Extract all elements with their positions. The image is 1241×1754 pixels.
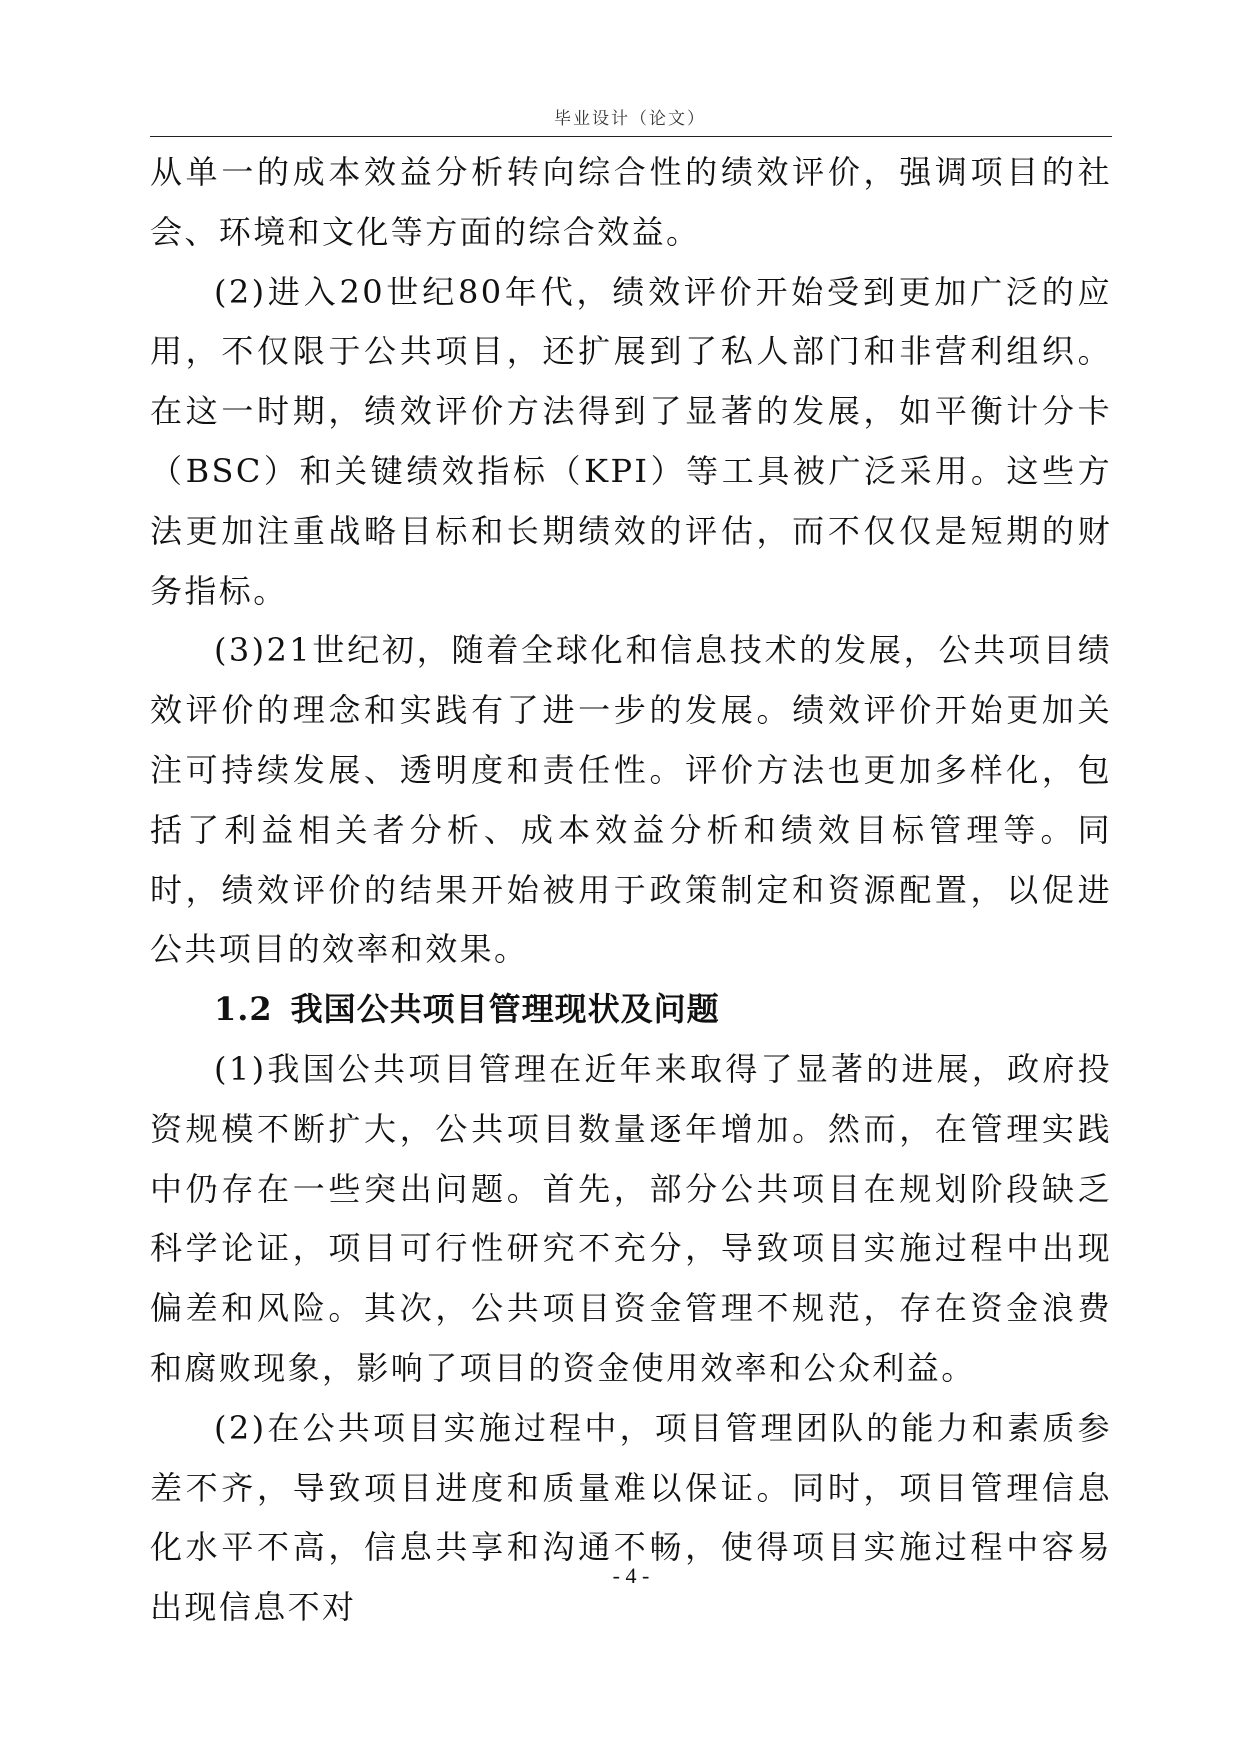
paragraph-item-2: (2)进入20世纪80年代，绩效评价开始受到更加广泛的应用，不仅限于公共项目，还扩展到了私人部门和非营利组织。在这一时期，绩效评价方法得到了显著的发展，如平衡计分卡（BSC）和关键绩效指标（KPI）等工具被广泛采用。这些方法更加注重战略目标和长期绩效的评估，而不仅仅是短期的财务指标。 [150,272,1112,610]
paragraph-item-3: (3)21世纪初，随着全球化和信息技术的发展，公共项目绩效评价的理念和实践有了进一步的发展。绩效评价开始更加关注可持续发展、透明度和责任性。评价方法也更加多样化，包括了利益相关者分析、成本效益分析和绩效目标管理等。同时，绩效评价的结果开始被用于政策制定和资源配置，以促进公共项目的效率和效果。 [150,631,1112,969]
paragraph-continuation: 从单一的成本效益分析转向综合性的绩效评价，强调项目的社会、环境和文化等方面的综合效益。 [150,153,1112,251]
section-title: 我国公共项目管理现状及问题 [290,990,720,1029]
body-text [150,143,1112,1638]
header-rule [150,136,1112,137]
page-number: - 4 - [612,1563,650,1588]
section-paragraph-1: (1)我国公共项目管理在近年来取得了显著的进展，政府投资规模不断扩大，公共项目数量逐年增加。然而，在管理实践中仍存在一些突出问题。首先，部分公共项目在规划阶段缺乏科学论证，项目可行性研究不充分，导致项目实施过程中出现偏差和风险。其次，公共项目资金管理不规范，存在资金浪费和腐败现象，影响了项目的资金使用效率和公众利益。 [150,1049,1112,1387]
running-header: 毕业设计（论文） [554,109,706,129]
section-heading [150,980,1112,1040]
section-paragraph-2: (2)在公共项目实施过程中，项目管理团队的能力和素质参差不齐，导致项目进度和质量难以保证。同时，项目管理信息化水平不高，信息共享和沟通不畅，使得项目实施过程中容易出现信息不对 [150,1408,1112,1627]
section-number: 1.2 [214,990,273,1029]
